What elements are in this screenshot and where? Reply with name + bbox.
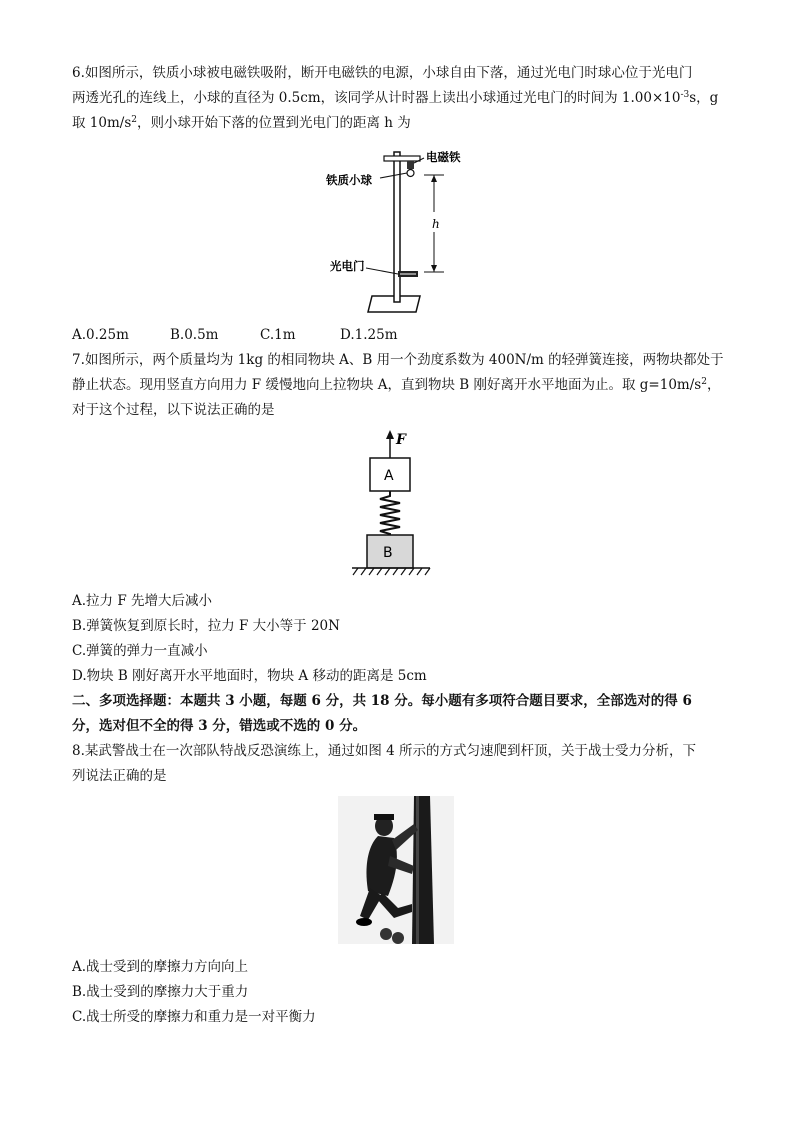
label-h: h bbox=[432, 217, 440, 231]
q8-option-b: B.战士受到的摩擦力大于重力 bbox=[72, 984, 249, 1000]
q6-line2-tail: s，g bbox=[689, 90, 719, 106]
h-arrow-down bbox=[431, 265, 437, 272]
q7-line2-exponent: 2 bbox=[701, 377, 707, 387]
q6-option-c: C.1m bbox=[260, 327, 296, 343]
gate-leader bbox=[366, 268, 398, 274]
q6-line3 bbox=[72, 114, 411, 132]
q7-option-c: C.弹簧的弹力一直减小 bbox=[72, 643, 208, 659]
q6-line2-exponent: -3 bbox=[680, 90, 690, 100]
q6-line3-tail: ，则小球开始下落的位置到光电门的距离 h 为 bbox=[136, 115, 411, 131]
spring bbox=[380, 491, 400, 535]
label-F: F bbox=[396, 432, 406, 448]
q8-option-a: A.战士受到的摩擦力方向向上 bbox=[72, 959, 249, 975]
q7-line1: 7.如图所示，两个质量均为 1kg 的相同物块 A、B 用一个劲度系数为 400N/m 的轻弹簧连接，两物块都处于 bbox=[72, 352, 724, 368]
soldier-boot bbox=[356, 918, 372, 926]
q6-option-a: A.0.25m bbox=[72, 327, 129, 343]
pole-highlight bbox=[416, 796, 419, 944]
q7-option-a: A.拉力 F 先增大后减小 bbox=[72, 593, 212, 609]
label-B: B bbox=[383, 545, 393, 561]
q7-line3: 对于这个过程，以下说法正确的是 bbox=[72, 402, 275, 418]
section2-line2: 分，选对但不全的得 3 分，错选或不选的 0 分。 bbox=[72, 718, 367, 734]
q6-line2-text: 两透光孔的连线上，小球的直径为 0.5cm，该同学从计时器上读出小球通过光电门的时间为 1.00×10 bbox=[72, 90, 681, 106]
top-arm bbox=[384, 156, 420, 161]
q8-line1: 8.某武警战士在一次部队特战反恐演练上，通过如图 4 所示的方式匀速爬到杆顶，关于战士受力分析，下 bbox=[72, 743, 697, 759]
soldier-cap bbox=[374, 814, 394, 820]
photo-background bbox=[338, 796, 454, 944]
q6-line1: 6.如图所示，铁质小球被电磁铁吸附，断开电磁铁的电源，小球自由下落，通过光电门时球心位于光电门 bbox=[72, 65, 693, 81]
q6-option-b: B.0.5m bbox=[170, 327, 219, 343]
iron-ball bbox=[407, 170, 414, 177]
q6-options bbox=[72, 326, 398, 344]
bg-figure-1 bbox=[380, 928, 392, 940]
q6-line3-text: 取 10m/s bbox=[72, 115, 132, 131]
label-A: A bbox=[384, 468, 394, 484]
label-iron-ball: 铁质小球 bbox=[326, 173, 372, 187]
q7-option-d: D.物块 B 刚好离开水平地面时，物块 A 移动的距离是 5cm bbox=[72, 668, 427, 684]
q6-figure bbox=[320, 144, 480, 324]
force-arrow-head bbox=[386, 430, 394, 439]
section2-line1: 二、多项选择题：本题共 3 小题，每题 6 分，共 18 分。每小题有多项符合题目要求，全部选对的得 6 bbox=[72, 693, 692, 709]
q7-line2-text: 静止状态。现用竖直方向用力 F 缓慢地向上拉物块 A，直到物块 B 刚好离开水平地面为止。取 g=10m/s bbox=[72, 377, 702, 393]
q8-photo-svg bbox=[338, 796, 454, 944]
label-electromagnet: 电磁铁 bbox=[426, 150, 461, 164]
label-photogate: 光电门 bbox=[330, 259, 365, 273]
q6-line3-exponent: 2 bbox=[131, 115, 137, 125]
q6-option-d: D.1.25m bbox=[340, 327, 398, 343]
q6-figure-svg bbox=[320, 144, 480, 324]
electromagnet bbox=[407, 161, 414, 169]
q7-figure bbox=[340, 428, 460, 583]
ground-hatch bbox=[353, 568, 430, 575]
q8-photo bbox=[338, 796, 454, 944]
q7-line2-tail: ， bbox=[706, 377, 721, 393]
h-arrow-up bbox=[431, 175, 437, 182]
q8-option-c: C.战士所受的摩擦力和重力是一对平衡力 bbox=[72, 1009, 316, 1025]
bg-figure-2 bbox=[392, 932, 404, 944]
q6-line2 bbox=[72, 89, 718, 107]
q7-line2 bbox=[72, 376, 720, 394]
q7-figure-svg bbox=[340, 428, 460, 583]
q8-line2: 列说法正确的是 bbox=[72, 768, 167, 784]
q7-option-b: B.弹簧恢复到原长时，拉力 F 大小等于 20N bbox=[72, 618, 340, 634]
